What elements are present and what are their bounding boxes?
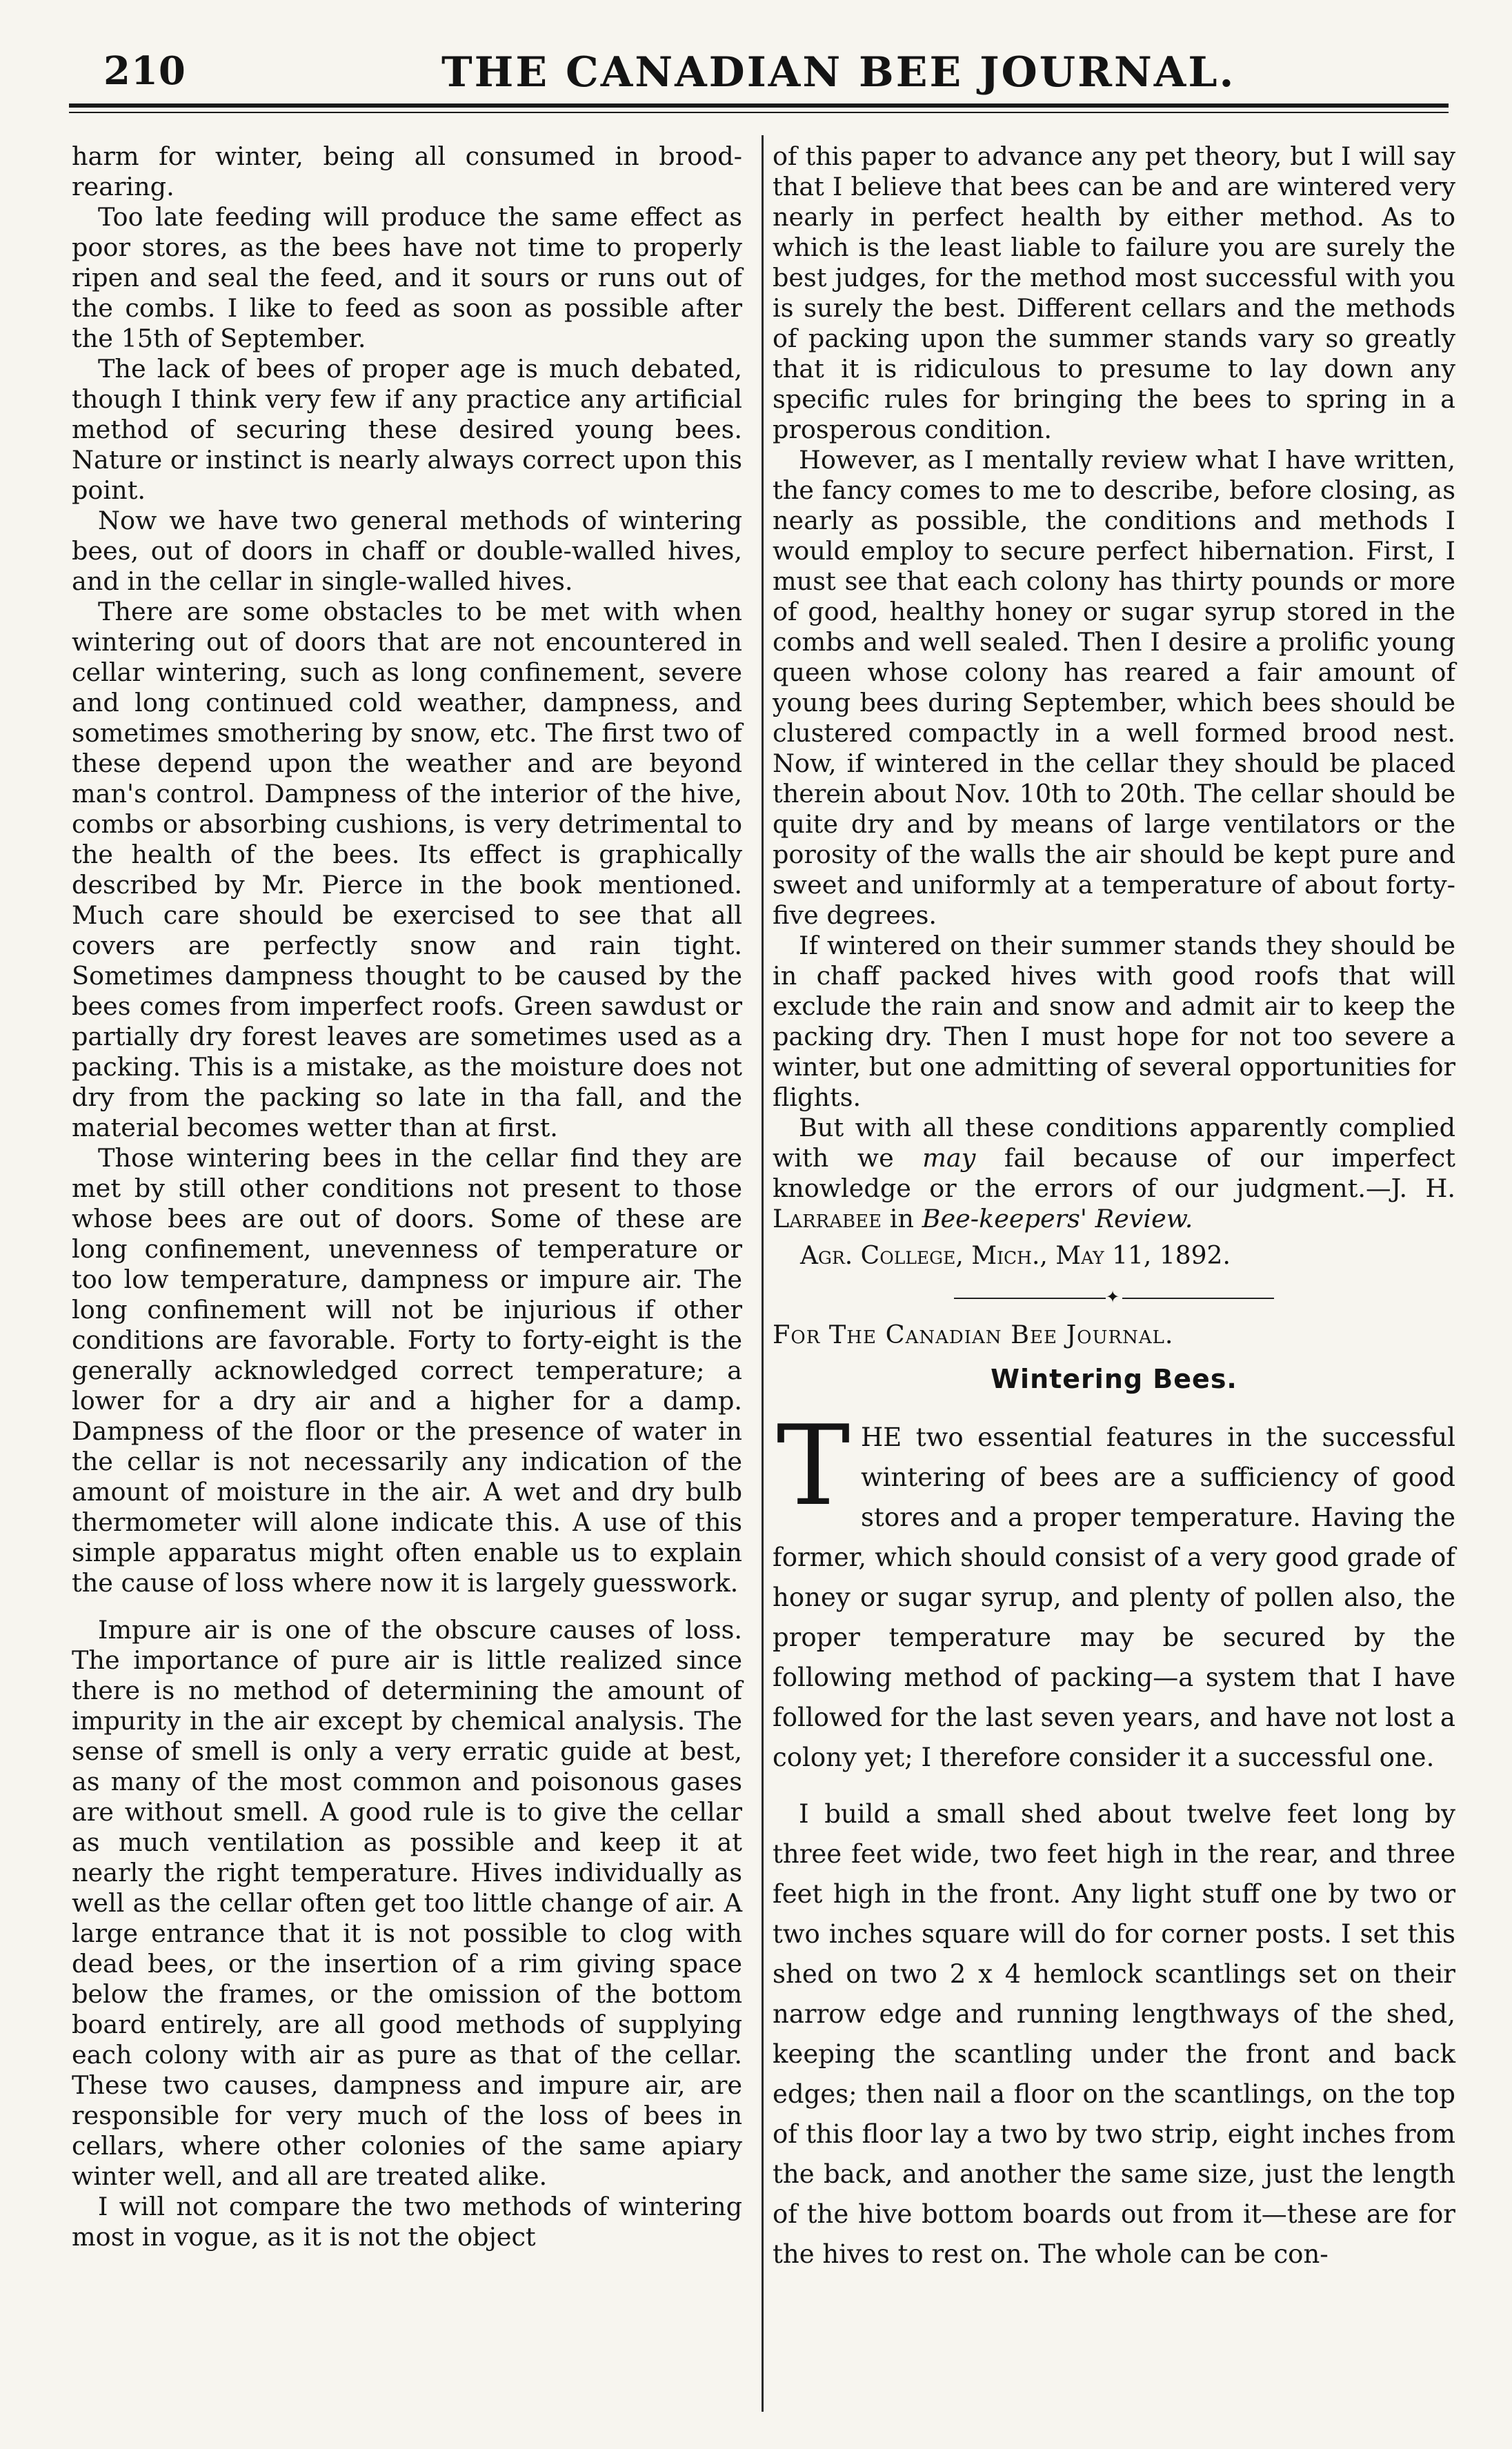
header-rule [69,103,1449,108]
drop-cap: T [776,1401,850,1530]
right-column [773,141,1455,2274]
article-credit: For The Canadian Bee Journal. [773,1320,1174,1349]
paragraph: Impure air is one of the obscure causes of loss. The importance of pure air is little realized since there is no method of determining the amount of impurity in the air except by chemical analysis. The sense of smell is only a very erratic guide at best, as many of the most common and poisonous gases are without smell. A good rule is to give the cellar as much ventilation as possible and keep it at nearly the right temperature. Hives individually as well as the cellar often get too little change of air. A large entrance that it is not possible to clog with dead bees, or the insertion of a rim giving space below the frames, or the omission of the bottom board entirely, are all good methods of supplying each colony with air as pure as that of the cellar. These two causes, dampness and impure air, are responsible for very much of the loss of bees in cellars, where other colonies of the same apiary winter well, and all are treated alike. [72,1615,742,2191]
journal-title: THE CANADIAN BEE JOURNAL. [441,48,1236,97]
paragraph [773,1401,1455,1778]
paragraph: harm for winter, being all consumed in brood-rearing. [72,141,742,201]
article-title: Wintering Bees. [991,1364,1237,1394]
column-divider [762,135,764,2412]
closing-text: But with all these conditions apparently complied with we [773,1113,1455,1173]
header-rule-thin [69,112,1449,113]
paragraph: I build a small shed about twelve feet long by three feet wide, two feet high in the rear, and three feet high in the front. Any light stuff one by two or two inches square will do for corner posts. I set this shed on two 2 x 4 hemlock scantlings set on their narrow edge and running lengthways of the shed, keeping the scantling under the front and back edges; then nail a floor on the scantlings, on the top of this floor lay a two by two strip, eight inches from the back, and another the same size, just the length of the hive bottom boards out from it—these are for the hives to rest on. The whole can be con- [773,1799,1455,2269]
in-word: in [882,1204,922,1233]
paragraph: Too late feeding will produce the same effect as poor stores, as the bees have not time to properly ripen and seal the feed, and it sours or runs out of the combs. I like to feed as soon as possible after the 15th of September. [72,202,742,353]
paragraph: If wintered on their summer stands they should be in chaff packed hives with good roofs that will exclude the rain and snow and admit air to keep the packing dry. Then I must hope for not too severe a winter, but one admitting of several opportunities for flights. [773,931,1455,1112]
author-name: J. H. Larrabee [773,1173,1455,1233]
paragraph-text: HE two essential features in the successful wintering of bees are a sufficiency of good stores and a proper temperature. Having the former, which should consist of a very good grade of honey or sugar syrup, and plenty of pollen also, the proper temperature may be secured by the following method of packing—a system that I have followed for the last seven years, and have not lost a colony yet; I therefore consider it a successful one. [773,1422,1455,1772]
closing-paragraph [773,1113,1455,1234]
page-number: 210 [103,48,186,94]
paragraph: Now we have two general methods of wintering bees, out of doors in chaff or double-walled hives, and in the cellar in single-walled hives. [72,506,742,596]
article-body [773,1401,1455,2274]
paragraph: There are some obstacles to be met with when wintering out of doors that are not encountered in cellar wintering, such as long confinement, severe and long continued cold weather, dampness, and sometimes smothering by snow, etc. The first two of these depend upon the weather and are beyond man's control. Dampness of the interior of the hive, combs or absorbing cushions, is very detrimental to the health of the bees. Its effect is graphically described by Mr. Pierce in the book mentioned. Much care should be exercised to see that all covers are perfectly snow and rain tight. Sometimes dampness thought to be caused by the bees comes from imperfect roofs. Green sawdust or partially dry forest leaves are sometimes used as a packing. This is a mistake, as the moisture does not dry from the packing so late in tha fall, and the material becomes wetter than at first. [72,597,742,1142]
dateline: Agr. College, Mich., May 11, 1892. [800,1242,1231,1270]
paragraph: I will not compare the two methods of wintering most in vogue, as it is not the object [72,2192,742,2252]
page-header [69,43,1449,112]
paragraph: Those wintering bees in the cellar find they are met by still other conditions not present to those whose bees are out of doors. Some of these are long confinement, unevenness of temperature or too low temperature, dampness or impure air. The long confinement will not be injurious if other conditions are favorable. Forty to forty-eight is the generally acknowledged correct temperature; a lower for a dry air and a higher for a damp. Dampness of the floor or the presence of water in the cellar is not necessarily any indication of the amount of moisture in the air. A wet and dry bulb thermometer will alone indicate this. A use of this simple apparatus might often enable us to explain the cause of loss where now it is largely guesswork. [72,1143,742,1598]
emphasis-text: may [922,1143,976,1173]
source-name: Bee-keepers' Review. [922,1204,1193,1233]
closing-text-end: fail because of our imperfect knowledge or the errors of our judgment.— [773,1143,1455,1203]
paragraph: However, as I mentally review what I have written, the fancy comes to me to describe, before closing, as nearly as possible, the conditions and methods I would employ to secure perfect hibernation. First, I must see that each colony has thirty pounds or more of good, healthy honey or sugar syrup stored in the combs and well sealed. Then I desire a prolific young queen whose colony has reared a fair amount of young bees during September, which bees should be clustered compactly in a well formed brood nest. Now, if wintered in the cellar they should be placed therein about Nov. 10th to 20th. The cellar should be quite dry and by means of large ventilators or the porosity of the walls the air should be kept pure and sweet and uniformly at a temperature of about forty-five degrees. [773,445,1455,930]
paragraph: The lack of bees of proper age is much debated, though I think very few if any practice any artificial method of securing these desired young bees. Nature or instinct is nearly always correct upon this point. [72,354,742,505]
section-ornament: ✦ [773,1287,1455,1307]
left-column [72,141,742,2252]
paragraph: of this paper to advance any pet theory, but I will say that I believe that bees can be and are wintered very nearly in perfect health by either method. As to which is the least liable to failure you are surely the best judges, for the method most successful with you is surely the best. Different cellars and the methods of packing upon the summer stands vary so greatly that it is ridiculous to presume to lay down any specific rules for bringing the bees to spring in a prosperous condition. [773,141,1455,444]
